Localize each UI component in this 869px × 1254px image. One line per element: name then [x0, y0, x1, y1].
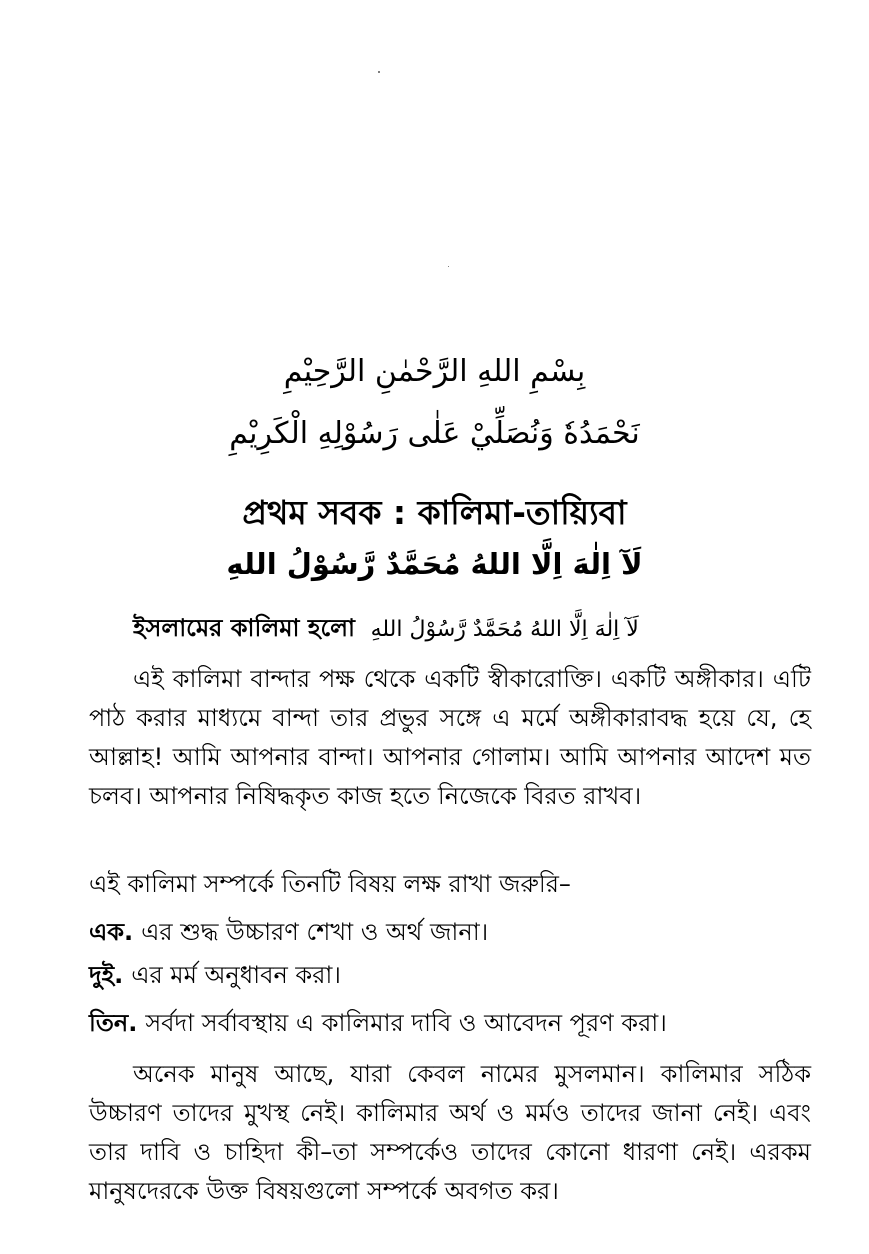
intro-kalima: لَآ اِلٰهَ اِلَّا اللهُ مُحَمَّدٌ رَّسُوْلُ اللهِ [370, 617, 639, 642]
list-intro: এই কালিমা সম্পর্কে তিনটি বিষয় লক্ষ রাখা জরুরি– [89, 870, 571, 898]
list-item-text: এর মর্ম অনুধাবন করা। [131, 961, 341, 989]
kalima-heading: لَآ اِلٰهَ اِلَّا اللهُ مُحَمَّدٌ رَّسُوْلُ اللهِ [226, 547, 643, 581]
basmala: بِسْمِ اللهِ الرَّحْمٰنِ الرَّحِيْمِ [283, 354, 586, 389]
list-item-number: তিন. [89, 1009, 138, 1037]
paragraph-nominal-muslims: অনেক মানুষ আছে, যারা কেবল নামের মুসলমান। কালিমার সঠিক উচ্চারণ তাদের মুখস্থ নেই। কালিমার অর্থ ও মর্মও তাদের জানা নেই। এবং তার দাবি ও চাহিদা কী–তা সম্পর্কেও তাদের কোনো ধারণা নেই। এরকম মানুষদেরকে উক্ত বিষয়গুলো সম্পর্কে অবগত কর। [89, 1060, 811, 1205]
salutation: نَحْمَدُهٗ وَنُصَلِّيْ عَلٰى رَسُوْلِهِ الْكَرِيْمِ [229, 416, 640, 451]
list-item [89, 957, 811, 993]
paragraph-pledge: এই কালিমা বান্দার পক্ষ থেকে একটি স্বীকারোক্তি। একটি অঙ্গীকার। এটি পাঠ করার মাধ্যমে বান্দা তার প্রভুর সঙ্গে এ মর্মে অঙ্গীকারাবদ্ধ হয়ে যে, হে আল্লাহ! আমি আপনার বান্দা। আপনার গোলাম। আমি আপনার আদেশ মত চলব। আপনার নিষিদ্ধকৃত কাজ হতে নিজেকে বিরত রাখব। [89, 665, 811, 810]
list-item-number: এক. [89, 918, 134, 946]
paper-speck [448, 266, 449, 267]
list-item-text: সর্বদা সর্বাবস্থায় এ কালিমার দাবি ও আবেদন পূরণ করা। [145, 1009, 667, 1037]
list-item-number: দুই. [89, 961, 124, 989]
intro-line [133, 608, 833, 650]
list-item [89, 1005, 811, 1041]
lesson-title: প্রথম সবক : কালিমা-তায়্যিবা [242, 493, 627, 532]
intro-text: ইসলামের কালিমা হলো [133, 614, 355, 642]
paper-speck [378, 71, 380, 73]
list-item [89, 914, 811, 950]
list-item-text: এর শুদ্ধ উচ্চারণ শেখা ও অর্থ জানা। [141, 918, 489, 946]
